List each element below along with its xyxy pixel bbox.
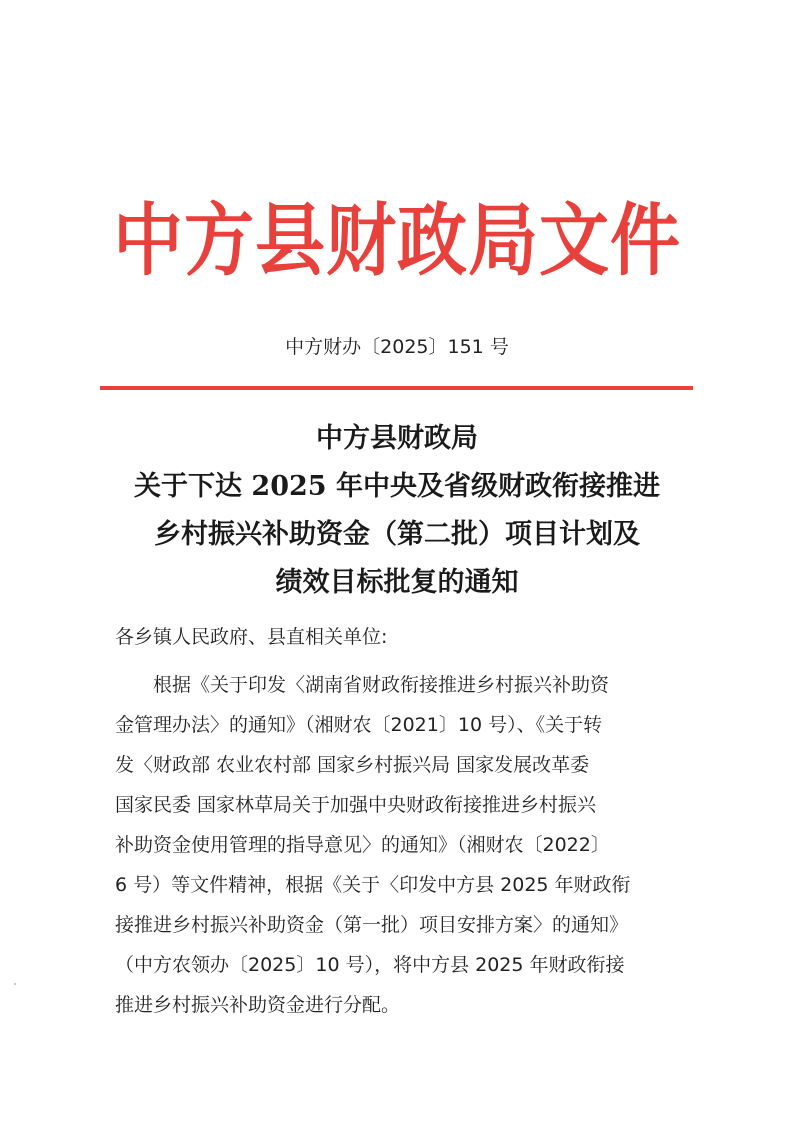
scan-dot-mark xyxy=(14,983,16,985)
body-line-3: 发〈财政部 农业农村部 国家乡村振兴局 国家发展改革委 xyxy=(115,754,590,776)
salutation: 各乡镇人民政府、县直相关单位: xyxy=(115,626,388,648)
red-separator-line xyxy=(100,386,693,390)
body-line-2: 金管理办法〉的通知》（湘财农〔2021〕10 号）、《关于转 xyxy=(115,714,603,736)
title-line-1: 中方县财政局 xyxy=(316,423,478,454)
document-title xyxy=(90,415,704,607)
document-number: 中方财办〔2025〕151 号 xyxy=(285,336,509,358)
body-line-8: （中方农领办〔2025〕10 号），将中方县 2025 年财政衔接 xyxy=(115,954,625,976)
body-line-4: 国家民委 国家林草局关于加强中央财政衔接推进乡村振兴 xyxy=(115,794,597,816)
body-line-9: 推进乡村振兴补助资金进行分配。 xyxy=(115,994,401,1016)
body-paragraph xyxy=(115,665,675,1025)
title-line-2: 关于下达 2025 年中央及省级财政衔接推进 xyxy=(134,471,660,502)
document-masthead: 中方县财政局文件 xyxy=(113,193,681,287)
body-line-6: 6 号）等文件精神，根据《关于〈印发中方县 2025 年财政衔 xyxy=(115,874,631,896)
title-line-4: 绩效目标批复的通知 xyxy=(275,567,519,598)
title-line-3: 乡村振兴补助资金（第二批）项目计划及 xyxy=(154,519,640,550)
body-line-5: 补助资金使用管理的指导意见〉的通知》（湘财农〔2022〕 xyxy=(115,834,610,856)
body-line-1: 根据《关于印发〈湖南省财政衔接推进乡村振兴补助资 xyxy=(153,674,610,696)
body-line-7: 接推进乡村振兴补助资金（第一批）项目安排方案〉的通知》 xyxy=(115,914,629,936)
